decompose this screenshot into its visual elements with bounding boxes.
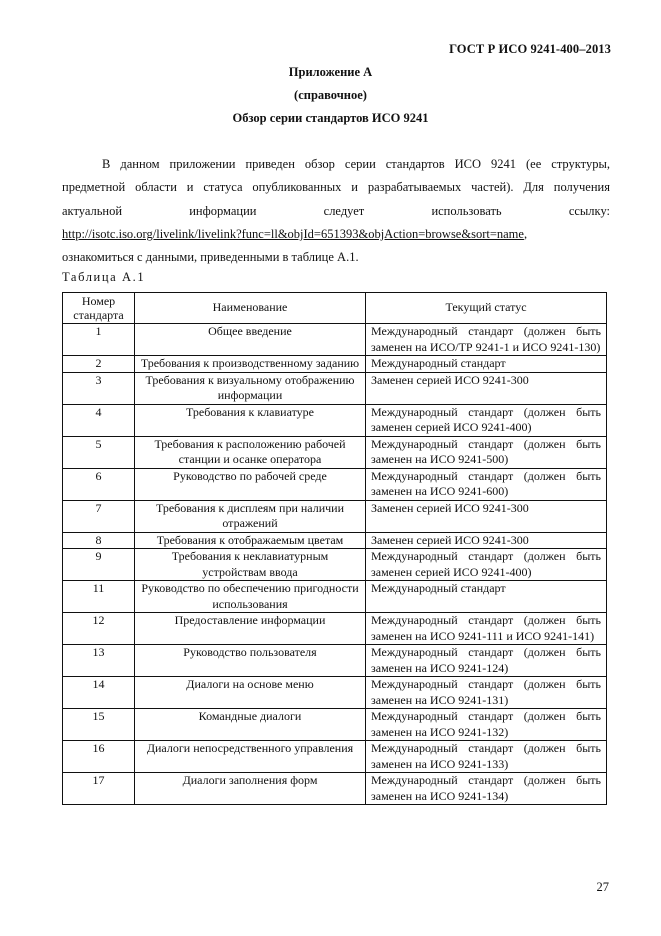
standard-name: Требования к отображаемым цветам (135, 532, 366, 549)
table-row (63, 404, 607, 436)
standard-status: Международный стандарт (должен быть заменен на ИСО 9241-132) (366, 709, 607, 741)
standard-status: Международный стандарт (должен быть заменен на ИСО 9241-131) (366, 677, 607, 709)
standard-number: 14 (63, 677, 135, 709)
table-body (63, 324, 607, 805)
standard-status: Международный стандарт (должен быть заменен серией ИСО 9241-400) (366, 549, 607, 581)
standard-name: Руководство по рабочей среде (135, 468, 366, 500)
standard-number: 11 (63, 581, 135, 613)
intro-line: ознакомиться с данными, приведенными в таблице А.1. (62, 250, 359, 265)
table-row (63, 549, 607, 581)
standard-number: 7 (63, 500, 135, 532)
header-number: Номер стандарта (63, 293, 135, 324)
standard-number: 17 (63, 773, 135, 805)
standard-number: 15 (63, 709, 135, 741)
appendix-subject: Обзор серии стандартов ИСО 9241 (232, 111, 429, 125)
standard-status: Международный стандарт (должен быть заменен на ИСО 9241-133) (366, 741, 607, 773)
table-row (63, 613, 607, 645)
intro-link-line (62, 223, 610, 246)
table-row (63, 709, 607, 741)
standard-status: Международный стандарт (должен быть заменен на ИСО 9241-600) (366, 468, 607, 500)
standard-name: Диалоги непосредственного управления (135, 741, 366, 773)
standard-number: 8 (63, 532, 135, 549)
standard-name: Диалоги на основе меню (135, 677, 366, 709)
table-row (63, 645, 607, 677)
table-row (63, 773, 607, 805)
standard-status: Заменен серией ИСО 9241-300 (366, 372, 607, 404)
intro-paragraph (62, 153, 610, 269)
standard-number: 6 (63, 468, 135, 500)
standard-name: Руководство пользователя (135, 645, 366, 677)
standard-status: Международный стандарт (должен быть заменен на ИСО 9241-500) (366, 436, 607, 468)
standard-status: Международный стандарт (366, 356, 607, 373)
standard-name: Требования к дисплеям при наличии отражений (135, 500, 366, 532)
standard-number: 12 (63, 613, 135, 645)
standards-table (62, 292, 607, 805)
standard-status: Заменен серией ИСО 9241-300 (366, 500, 607, 532)
standard-number: 2 (63, 356, 135, 373)
appendix-kind: (справочное) (294, 88, 367, 102)
table-row (63, 532, 607, 549)
table-row (63, 500, 607, 532)
standard-name: Требования к неклавиатурным устройствам ввода (135, 549, 366, 581)
table-row (63, 677, 607, 709)
table-caption: Таблица А.1 (62, 270, 146, 284)
table-row (63, 372, 607, 404)
header-name: Наименование (135, 293, 366, 324)
standard-number: 1 (63, 324, 135, 356)
standard-number: 4 (63, 404, 135, 436)
standard-status: Международный стандарт (должен быть заменен серией ИСО 9241-400) (366, 404, 607, 436)
standard-name: Требования к производственному заданию (135, 356, 366, 373)
standard-status: Заменен серией ИСО 9241-300 (366, 532, 607, 549)
standard-status: Международный стандарт (должен быть заменен на ИСО 9241-124) (366, 645, 607, 677)
standard-name: Предоставление информации (135, 613, 366, 645)
standard-status: Международный стандарт (должен быть заменен на ИСО/ТР 9241-1 и ИСО 9241-130) (366, 324, 607, 356)
intro-line: предметной области и статуса опубликованных и разрабатываемых частей). Для получения (62, 180, 610, 195)
table-row (63, 581, 607, 613)
table-row (63, 324, 607, 356)
header-status: Текущий статус (366, 293, 607, 324)
standard-number: 3 (63, 372, 135, 404)
standard-status: Международный стандарт (должен быть заменен на ИСО 9241-111 и ИСО 9241-141) (366, 613, 607, 645)
standard-name: Руководство по обеспечению пригодности использования (135, 581, 366, 613)
table-row (63, 468, 607, 500)
standard-name: Требования к визуальному отображению информации (135, 372, 366, 404)
iso-livelink-link[interactable]: http://isotc.iso.org/livelink/livelink?func=ll&objId=651393&objAction=browse&sort=name (62, 226, 524, 241)
table-row (63, 356, 607, 373)
intro-line: актуальной информации следует использовать ссылку: (62, 203, 610, 218)
standard-number: 13 (63, 645, 135, 677)
standard-number: 5 (63, 436, 135, 468)
standard-status: Международный стандарт (должен быть заменен на ИСО 9241-134) (366, 773, 607, 805)
standard-name: Командные диалоги (135, 709, 366, 741)
page-number: 27 (596, 880, 609, 894)
table-header-row (63, 293, 607, 324)
standard-status: Международный стандарт (366, 581, 607, 613)
standard-name: Общее введение (135, 324, 366, 356)
standard-name: Диалоги заполнения форм (135, 773, 366, 805)
standard-number: 16 (63, 741, 135, 773)
table-row (63, 741, 607, 773)
appendix-title: Приложение А (288, 65, 373, 79)
standard-name: Требования к расположению рабочей станции и осанке оператора (135, 436, 366, 468)
document-code: ГОСТ Р ИСО 9241-400–2013 (449, 42, 611, 56)
intro-line: В данном приложении приведен обзор серии стандартов ИСО 9241 (ее структуры, (102, 157, 610, 171)
table-row (63, 436, 607, 468)
standard-name: Требования к клавиатуре (135, 404, 366, 436)
standard-number: 9 (63, 549, 135, 581)
link-suffix: , (523, 226, 528, 241)
